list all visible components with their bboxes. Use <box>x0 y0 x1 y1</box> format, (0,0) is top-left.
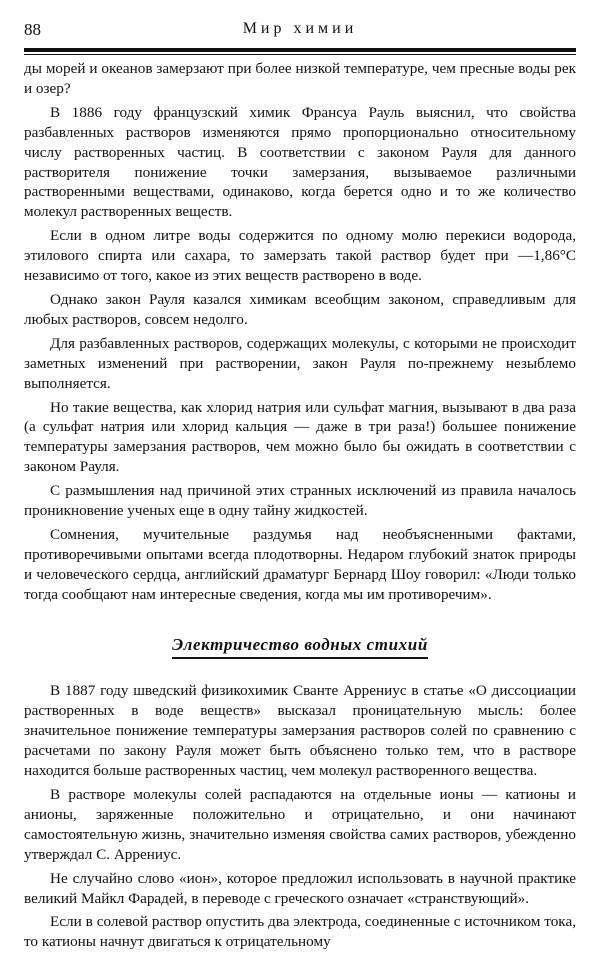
page-number: 88 <box>24 20 41 39</box>
paragraph-reflection: С размышления над причиной этих странных исключений из правила началось проникновение ученых еще в одну тайну жидкостей. <box>24 482 576 520</box>
paragraph-universal-law: Однако закон Рауля казался химикам всеобщим законом, справедливым для любых растворов, совсем недолго. <box>24 290 576 328</box>
running-title: Мир химии <box>242 20 358 37</box>
paragraph-dilute-solutions: Для разбавленных растворов, содержащих молекулы, с которыми не происходит заметных изменений при растворении, закон Рауля по-прежнему незыблемо выполняется. <box>24 334 576 392</box>
header-rule-thin <box>24 54 576 55</box>
paragraph-faraday: Не случайно слово «ион», которое предложил использовать в научной практике великий Майкл Фарадей, в переводе с греческого означает «странствующий». <box>24 869 576 907</box>
paragraph-freezing-example: Если в одном литре воды содержится по одному молю перекиси водорода, этилового спирта или сахара, то замерзать такой раствор будет при —1,86°С независимо от того, какое из этих веществ растворено в воде. <box>24 227 576 285</box>
book-page <box>24 18 576 956</box>
paragraph-continued: ды морей и океанов замерзают при более низкой температуре, чем пресные воды рек и озер? <box>24 60 576 97</box>
paragraph-salt-exceptions: Но такие вещества, как хлорид натрия или сульфат магния, вызывают в два раза (а сульфат натрия или хлорид кальция — даже в три раза!) большее понижение температуры замерзания растворов, чем можно было бы ожидать в соответствии с законом Рауля. <box>24 398 576 476</box>
paragraph-electrodes: Если в солевой раствор опустить два электрода, соединенные с источником тока, то катионы начнут двигаться к отрицательному <box>24 913 576 951</box>
header-rule-thick <box>24 48 576 52</box>
paragraph-arrhenius: В 1887 году шведский физикохимик Сванте Аррениус в статье «О диссоциации растворенных в воде веществ» высказал проницательную мысль: более значительное понижение температуры замерзания растворов солей по сравнению с расчетами по закону Рауля может быть объяснено только тем, что в растворе находится больше растворенных частиц, чем молекул растворенного вещества. <box>24 682 576 780</box>
section-heading-text: Электричество водных стихий <box>172 635 428 660</box>
paragraph-raoult-law: В 1886 году французский химик Франсуа Рауль выяснил, что свойства разбавленных растворов изменяются прямо пропорционально относительному числу растворенных частиц. В соответствии с законом Рауля для данного растворителя понижение точки замерзания, вызываемое различными растворенными веществами, одинаково, когда берется одно и то же количество молекул растворенных веществ. <box>24 103 576 221</box>
page-header <box>24 18 576 40</box>
paragraph-ions: В растворе молекулы солей распадаются на отдельные ионы — катионы и анионы, заряженные положительно и отрицательно, и они начинают самостоятельную жизнь, значительно изменяя свойства самих растворов, убежденно утверждал С. Аррениус. <box>24 786 576 863</box>
section-heading <box>24 635 576 660</box>
paragraph-shaw-quote: Сомнения, мучительные раздумья над необъясненными фактами, противоречивыми опытами всегда плодотворны. Недаром глубокий знаток природы и человеческого сердца, английский драматург Бернард Шоу говорил: «Люди только тогда сообщают нам интересные сведения, когда мы им противоречим». <box>24 525 576 603</box>
body-text <box>24 59 576 952</box>
